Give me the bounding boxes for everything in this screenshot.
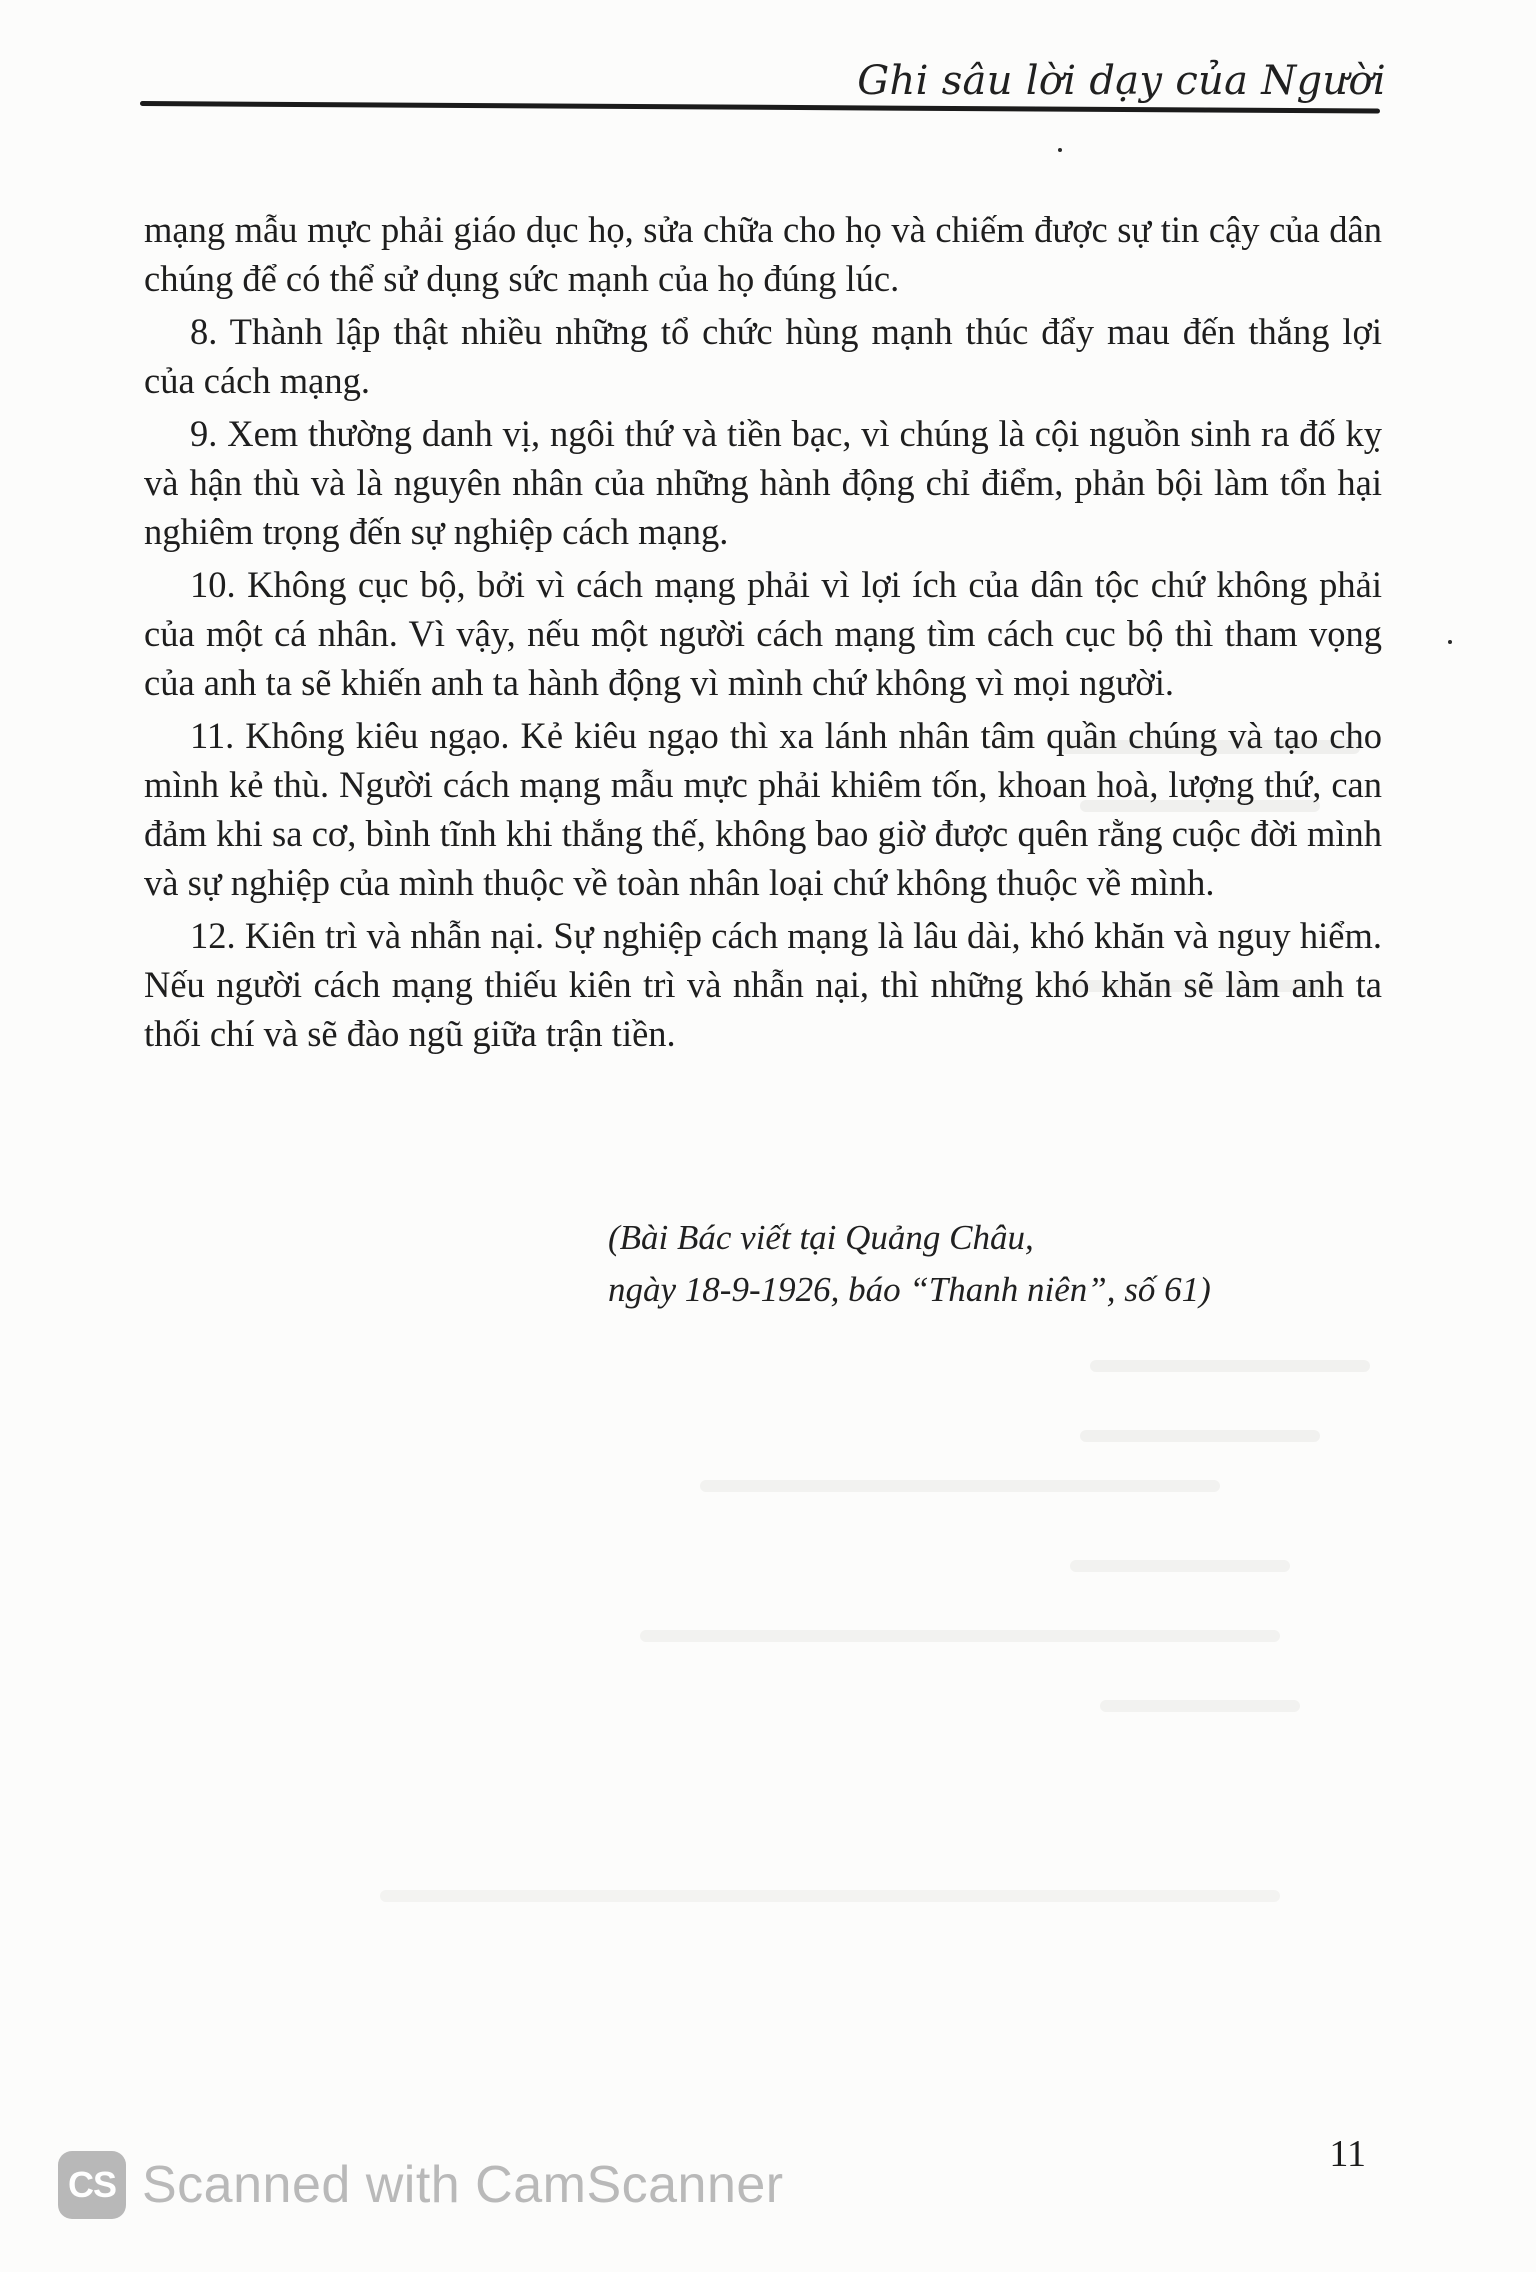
watermark-text: Scanned with CamScanner xyxy=(142,2156,784,2214)
camscanner-watermark xyxy=(58,2150,784,2220)
paragraph-continued: mạng mẫu mực phải giáo dục họ, sửa chữa cho họ và chiếm được sự tin cậy của dân chúng để có thể sử dụng sức mạnh của họ đúng lúc. xyxy=(144,209,1382,299)
paragraph-item-8: 8. Thành lập thật nhiều những tổ chức hùng mạnh thúc đẩy mau đến thắng lợi của cách mạng. xyxy=(144,311,1382,401)
scan-speck xyxy=(1448,640,1452,644)
paragraph-item-10: 10. Không cục bộ, bởi vì cách mạng phải vì lợi ích của dân tộc chứ không phải của một cá nhân. Vì vậy, nếu một người cách mạng tìm cách cục bộ thì tham vọng của anh ta sẽ khiến anh ta hành động vì mình chứ không vì mọi người. xyxy=(144,564,1382,703)
running-head-title: Ghi sâu lời dạy của Người xyxy=(857,58,1386,104)
paragraph-item-9: 9. Xem thường danh vị, ngôi thứ và tiền bạc, vì chúng là cội nguồn sinh ra đố kỵ và hận thù và là nguyên nhân của những hành động chỉ điểm, phản bội làm tổn hại nghiêm trọng đến sự nghiệp cách mạng. xyxy=(144,413,1382,552)
source-citation xyxy=(608,1212,1211,1316)
scan-speck xyxy=(1058,148,1062,152)
paragraph-item-11: 11. Không kiêu ngạo. Kẻ kiêu ngạo thì xa lánh nhân tâm quần chúng và tạo cho mình kẻ thù. Người cách mạng mẫu mực phải khiêm tốn, khoan hoà, lượng thứ, can đảm khi sa cơ, bình tĩnh khi thắng thế, không bao giờ được quên rằng cuộc đời mình và sự nghiệp của mình thuộc về toàn nhân loại chứ không thuộc về mình. xyxy=(144,715,1382,903)
body-text xyxy=(144,205,1382,1062)
paragraph-item-12: 12. Kiên trì và nhẫn nại. Sự nghiệp cách mạng là lâu dài, khó khăn và nguy hiểm. Nếu người cách mạng thiếu kiên trì và nhẫn nại, thì những khó khăn sẽ làm anh ta thối chí và sẽ đào ngũ giữa trận tiền. xyxy=(144,915,1382,1054)
camscanner-logo-icon: CS xyxy=(58,2151,126,2219)
source-line-1: (Bài Bác viết tại Quảng Châu, xyxy=(608,1218,1034,1257)
page-number: 11 xyxy=(1329,2133,1366,2175)
source-line-2: ngày 18-9-1926, báo “Thanh niên”, số 61) xyxy=(608,1270,1211,1309)
